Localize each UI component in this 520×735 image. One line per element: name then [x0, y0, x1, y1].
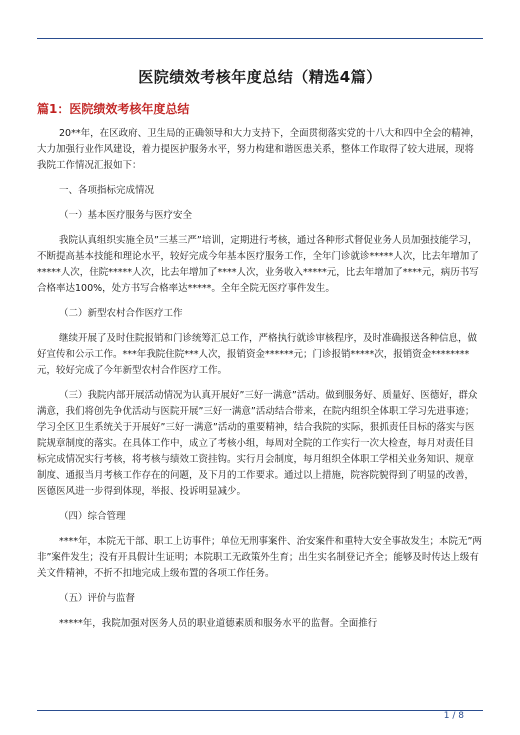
body-paragraph: ****年，本院无干部、职工上访事件；单位无刑事案件、治安案件和重特大安全事故发生；本院无”两非”案件发生；没有开具假计生证明；本院职工无政策外生育；出生实名制登记齐全；能够及时传达上级有关文件精神，不折不扣地完成上级布置的各项工作任务。	[37, 536, 482, 579]
body-paragraph: *****年，我院加强对医务人员的职业道德素质和服务水平的监督。全面推行	[59, 618, 378, 629]
heading-level-2: （四）综合管理	[59, 511, 126, 522]
heading-level-2: （一）基本医疗服务与医疗安全	[59, 210, 193, 221]
section-title: 篇1：医院绩效考核年度总结	[37, 102, 190, 116]
document-body	[37, 126, 483, 632]
body-paragraph: 20**年，在区政府、卫生局的正确领导和大力支持下，全面贯彻落实党的十八大和四中全会的精神，大力加强行业作风建设，着力提医护服务水平，努力构建和谐医患关系，整体工作取得了较大进展，现将我院工作情况汇报如下：	[37, 128, 480, 171]
footer-rule	[37, 710, 483, 711]
heading-level-2: （二）新型农村合作医疗工作	[59, 308, 183, 319]
header-rule	[37, 38, 483, 39]
document-title: 医院绩效考核年度总结（精选4篇）	[138, 68, 382, 86]
body-paragraph: 继续开展了及时住院报销和门诊统筹汇总工作，严格执行就诊审核程序，及时准确报送各种信息，做好宣传和公示工作。***年我院住院***人次，报销资金******元；门诊报销*****次，报销资金********元，较好完成了今年新型农村合作医疗工作。	[37, 333, 478, 376]
body-paragraph: 我院认真组织实施全员”三基三严”培训，定期进行考核，通过各种形式督促业务人员加强技能学习，不断提高基本技能和理论水平，较好完成今年基本医疗服务工作，全年门诊就诊*****人次，比去年增加了*****人次，住院*****人次，比去年增加了****人次，业务收入*****元，比去年增加了****元，病历书写合格率达100%，处方书写合格率达*****。全年全院无医疗事件发生。	[37, 235, 479, 294]
body-paragraph: （三）我院内部开展活动情况为认真开展好”三好一满意”活动。做到服务好、质量好、医德好，群众满意，我们将创先争优活动与医院开展”三好一满意”活动结合带来，在院内组织全体职工学习先进事迹；学习全区卫生系统关于开展好”三好一满意”活动的重要精神，结合我院的实际，狠抓责任目标的落实与医院规章制度的落实。在具体工作中，成立了考核小组，每周对全院的工作实行一次大检查，每月对责任目标完成情况实行考核，将考核与绩效工资挂钩。实行月会制度，每月组织全体职工学相关业务知识、规章制度、通报当月考核工作存在的问题，及下月的工作要求。通过以上措施，院容院貌得到了明显的改善，医德医风进一步得到体现，举报、投诉明显减少。	[37, 390, 478, 497]
heading-level-2: （五）评价与监督	[59, 593, 136, 604]
heading-level-1: 一、各项指标完成情况	[59, 185, 155, 196]
page-number: 1 / 8	[443, 711, 464, 721]
